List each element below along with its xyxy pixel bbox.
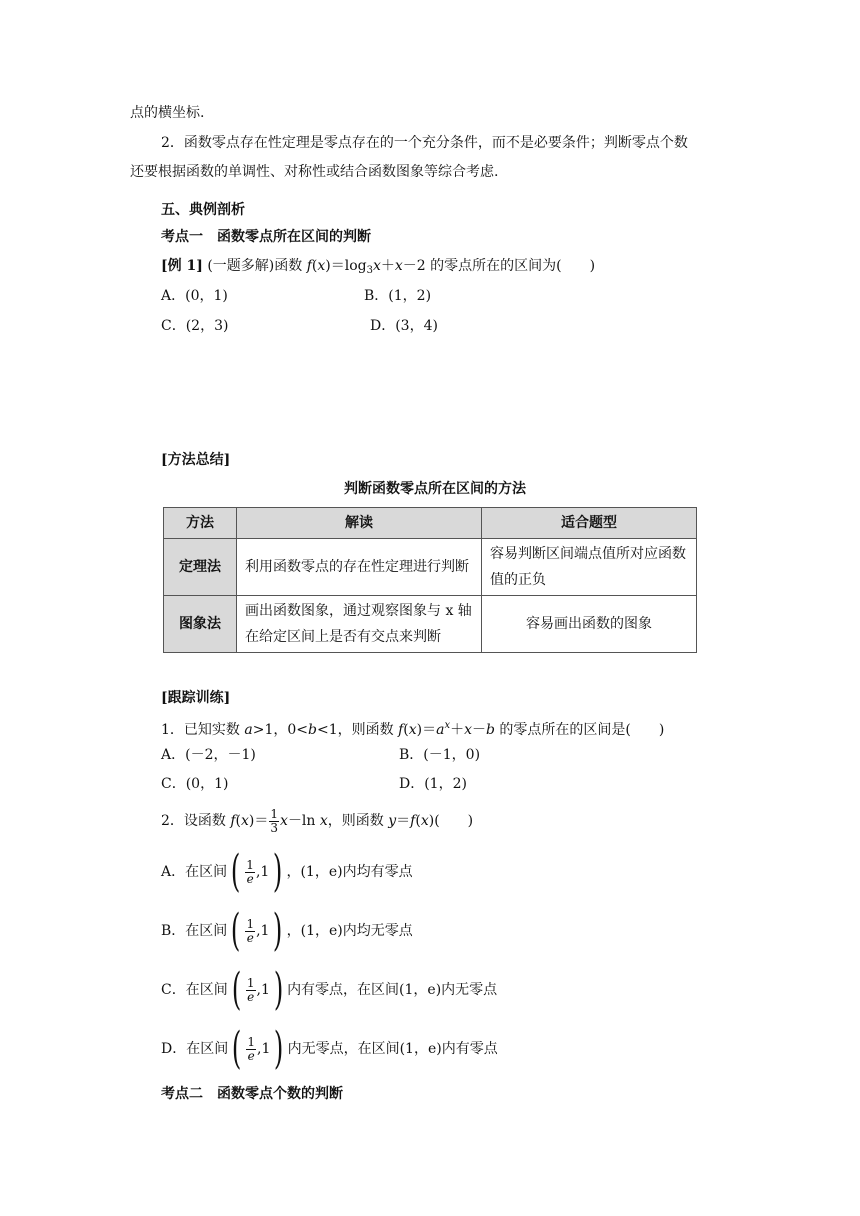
example-1-option-d: D．(3，4) xyxy=(370,318,438,334)
question-1-option-a: A．(－2，－1) xyxy=(161,747,256,763)
question-1-option-d: D．(1，2) xyxy=(399,776,467,792)
question-2-option-a: A．在区间 ( $\frac{1}{e}$ ,1 ) ，(1，e)内均有零点 xyxy=(161,846,413,897)
section-heading: 五、典例剖析 xyxy=(161,202,245,218)
note-2-line-2: 还要根据函数的单调性、对称性或结合函数图象等综合考虑. xyxy=(130,164,499,180)
method-summary-tag: [方法总结] xyxy=(161,452,231,468)
table-row xyxy=(164,596,697,653)
table-title: 判断函数零点所在区间的方法 xyxy=(344,481,526,497)
table-cell-fit: 容易判断区间端点值所对应函数值的正负 xyxy=(482,539,697,596)
interval-expression: ( $\frac{1}{e}$ ,1 ) xyxy=(231,905,283,956)
table-cell-method: 图象法 xyxy=(164,596,237,653)
key-point-2-heading: 考点二 函数零点个数的判断 xyxy=(161,1086,343,1102)
example-1-option-c: C．(2，3) xyxy=(161,318,229,334)
key-point-1-heading: 考点一 函数零点所在区间的判断 xyxy=(161,229,371,245)
question-1: 1．已知实数 a>1，0<b<1，则函数 $f(x)=a^x+x-b$ 的零点所在的区间是( ) xyxy=(161,720,665,738)
question-2-option-b: B．在区间 ( $\frac{1}{e}$ ,1 ) ，(1，e)内均无零点 xyxy=(161,905,413,956)
fraction-one-third: $\frac{1}{3}$ xyxy=(270,806,279,835)
interval-expression: ( $\frac{1}{e}$ ,1 ) xyxy=(231,964,284,1015)
paragraph-tail: 点的横坐标. xyxy=(130,105,205,121)
question-2-option-d: D．在区间 ( $\frac{1}{e}$ ,1 ) 内无零点，在区间(1，e)内有零点 xyxy=(161,1023,498,1074)
example-1-question: [例 1] (一题多解)函数 $f(x)=\log_3x+x-2$ 的零点所在的区间为( ) xyxy=(161,258,596,276)
table-cell-method: 定理法 xyxy=(164,539,237,596)
question-1-option-c: C．(0，1) xyxy=(161,776,229,792)
table-header-row xyxy=(164,508,697,539)
interval-expression: ( $\frac{1}{e}$ ,1 ) xyxy=(230,846,283,897)
table-row xyxy=(164,539,697,596)
example-tag: [例 1] xyxy=(161,258,203,274)
table-header-cell: 方法 xyxy=(164,508,237,539)
table-header-cell: 适合题型 xyxy=(482,508,697,539)
follow-up-tag: [跟踪训练] xyxy=(161,690,231,706)
table-cell-reading: 画出函数图象，通过观察图象与 x 轴在给定区间上是否有交点来判断 xyxy=(237,596,482,653)
note-2-line-1: 2．函数零点存在性定理是零点存在的一个充分条件，而不是必要条件；判断零点个数 xyxy=(161,135,688,151)
interval-expression: ( $\frac{1}{e}$ ,1 ) xyxy=(232,1023,284,1074)
table-cell-fit: 容易画出函数的图象 xyxy=(482,596,697,653)
table-header-cell: 解读 xyxy=(237,508,482,539)
method-table xyxy=(163,507,697,653)
example-1-option-a: A．(0，1) xyxy=(161,288,228,304)
question-1-option-b: B．(－1，0) xyxy=(399,747,481,763)
table-cell-reading: 利用函数零点的存在性定理进行判断 xyxy=(237,539,482,596)
question-2-option-c: C．在区间 ( $\frac{1}{e}$ ,1 ) 内有零点，在区间(1，e)内无零点 xyxy=(161,964,498,1015)
example-1-option-b: B．(1，2) xyxy=(364,288,432,304)
question-2: 2．设函数 f(x)＝ $\frac{1}{3}$ x－ln x，则函数 y＝f(x)( ) xyxy=(161,806,474,835)
